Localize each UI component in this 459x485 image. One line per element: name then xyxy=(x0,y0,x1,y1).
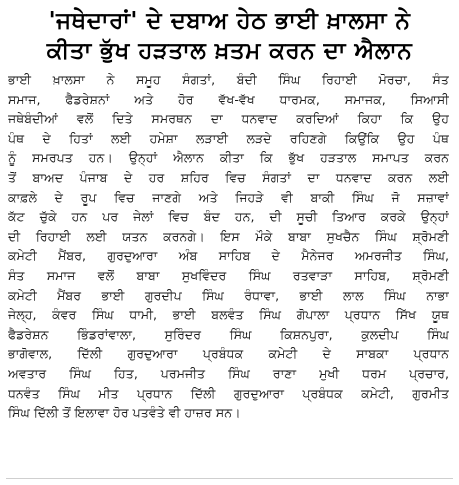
body-line: ਭਾਈ ਖ਼ਾਲਸਾ ਨੇ ਸਮੂਹ ਸੰਗਤਾਂ, ਬੰਦੀ ਸਿੰਘ ਰਿਹਾਈ ਮੋਰਚਾ, ਸੰਤ xyxy=(8,72,449,87)
body-line: ਅਵਤਾਰ ਸਿੰਘ ਹਿਤ, ਪਰਮਜੀਤ ਸਿੰਘ ਰਾਣਾ ਮੁਖੀ ਧਰਮ ਪ੍ਰਚਾਰ, xyxy=(8,365,449,381)
body-line: ਕਾਫ਼ਲੇ ਦੇ ਰੂਪ ਵਿਚ ਜਾਣਗੇ ਅਤੇ ਜਿਹੜੇ ਵੀ ਬਾਕੀ ਸਿੰਘ ਜੋ ਸਜ਼ਾਵਾਂ xyxy=(8,189,449,205)
body-line: ਕਮੇਟੀ ਮੈਂਬਰ ਭਾਈ ਗੁਰਦੀਪ ਸਿੰਘ ਰੰਧਾਵਾ, ਭਾਈ ਲਾਲ ਸਿੰਘ ਨਾਭਾ xyxy=(8,287,449,303)
body-line: ਤੋਂ ਬਾਅਦ ਪੰਜਾਬ ਦੇ ਹਰ ਸ਼ਹਿਰ ਵਿਚ ਸੰਗਤਾਂ ਦਾ ਧਨਵਾਦ ਕਰਨ ਲਈ xyxy=(8,169,449,185)
body-line: ਧਨਵੰਤ ਸਿੰਘ ਮੀਤ ਪ੍ਰਧਾਨ ਦਿੱਲੀ ਗੁਰਦੁਆਰਾ ਪ੍ਰਬੰਧਕ ਕਮੇਟੀ, ਗੁਰਮੀਤ xyxy=(8,385,449,401)
body-line: ਨੂੰ ਸਮਰਪਤ ਹਨ। ਉਨ੍ਹਾਂ ਐਲਾਨ ਕੀਤਾ ਕਿ ਭੁੱਖ ਹੜਤਾਲ ਸਮਾਪਤ ਕਰਨ xyxy=(8,150,449,166)
headline xyxy=(0,0,459,66)
body-line: ਫੈਡਰੇਸ਼ਨ ਭਿੰਡਰਾਂਵਾਲਾ, ਸੁਰਿੰਦਰ ਸਿੰਘ ਕਿਸ਼ਨਪੁਰਾ, ਕੁਲਦੀਪ ਸਿੰਘ xyxy=(8,326,449,342)
body-line: ਜਥੇਬੰਦੀਆਂ ਵਲੋਂ ਦਿਤੇ ਸਮਰਥਨ ਦਾ ਧਨਵਾਦ ਕਰਦਿਆਂ ਕਿਹਾ ਕਿ ਉਹ xyxy=(8,111,449,127)
body-line: ਕੱਟ ਚੁੱਕੇ ਹਨ ਪਰ ਜੇਲਾਂ ਵਿਚ ਬੰਦ ਹਨ, ਦੀ ਸੂਚੀ ਤਿਆਰ ਕਰਕੇ ਉਨ੍ਹਾਂ xyxy=(8,209,449,225)
body-line: ਸੰਤ ਸਮਾਜ ਵਲੋਂ ਬਾਬਾ ਸੁਖਵਿੰਦਰ ਸਿੰਘ ਰਤਵਾੜਾ ਸਾਹਿਬ, ਸ਼੍ਰੋਮਣੀ xyxy=(8,267,449,283)
headline-line: 'ਜਥੇਦਾਰਾਂ' ਦੇ ਦਬਾਅ ਹੇਠ ਭਾਈ ਖ਼ਾਲਸਾ ਨੇ xyxy=(48,8,411,34)
body-line: ਜੇਲ੍ਹ, ਕੰਵਰ ਸਿੰਘ ਧਾਮੀ, ਭਾਈ ਬਲਵੰਤ ਸਿੰਘ ਗੋਪਾਲਾ ਪ੍ਰਧਾਨ ਸਿੱਖ ਯੂਥ xyxy=(8,307,449,323)
body-line: ਸਮਾਜ, ਫੈਡਰੇਸ਼ਨਾਂ ਅਤੇ ਹੋਰ ਵੱਖ-ਵੱਖ ਧਾਰਮਕ, ਸਮਾਜਕ, ਸਿਆਸੀ xyxy=(8,91,449,107)
body-line: ਸਿੰਘ ਦਿੱਲੀ ਤੋਂ ਇਲਾਵਾ ਹੋਰ ਪਤਵੰਤੇ ਵੀ ਹਾਜ਼ਰ ਸਨ। xyxy=(8,405,241,421)
article-body xyxy=(0,70,459,423)
body-line: ਭਾਗੋਵਾਲ, ਦਿੱਲੀ ਗੁਰਦੁਆਰਾ ਪ੍ਰਬੰਧਕ ਕਮੇਟੀ ਦੇ ਸਾਬਕਾ ਪ੍ਰਧਾਨ xyxy=(8,346,449,362)
headline-line: ਕੀਤਾ ਭੁੱਖ ਹੜਤਾਲ ਖ਼ਤਮ ਕਰਨ ਦਾ ਐਲਾਨ xyxy=(46,38,413,64)
bottom-rule xyxy=(6,478,453,479)
body-line: ਪੰਥ ਦੇ ਹਿਤਾਂ ਲਈ ਹਮੇਸ਼ਾ ਲੜਾਈ ਲੜਦੇ ਰਹਿਣਗੇ ਕਿਉਂਕਿ ਉਹ ਪੰਥ xyxy=(8,130,449,146)
body-line: ਕਮੇਟੀ ਮੈਂਬਰ, ਗੁਰਦੁਆਰਾ ਅੰਬ ਸਾਹਿਬ ਦੇ ਮੈਨੇਜਰ ਅਮਰਜੀਤ ਸਿੰਘ, xyxy=(8,248,449,264)
body-line: ਦੀ ਰਿਹਾਈ ਲਈ ਯਤਨ ਕਰਨਗੇ। ਇਸ ਮੌਕੇ ਬਾਬਾ ਸੁਖਚੈਨ ਸਿੰਘ ਸ਼੍ਰੋਮਣੀ xyxy=(8,228,449,244)
